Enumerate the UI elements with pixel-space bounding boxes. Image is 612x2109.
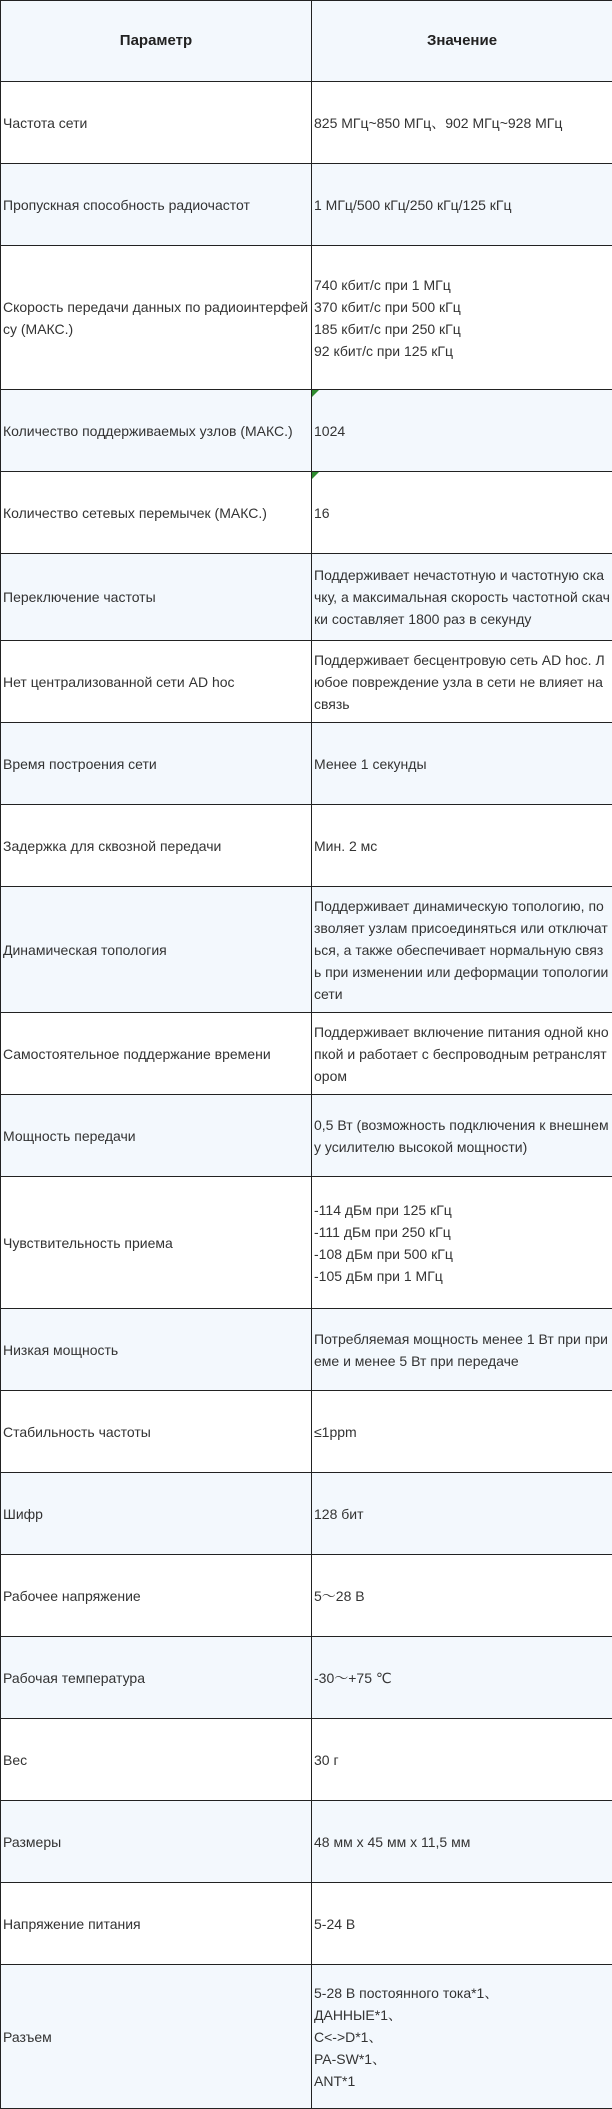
table-body [1, 82, 612, 2109]
table-row [1, 723, 612, 805]
value-line: 185 кбит/с при 250 кГц [314, 318, 610, 340]
value-line: -114 дБм при 125 кГц [314, 1199, 610, 1221]
param-cell: Время построения сети [1, 723, 312, 805]
param-cell: Задержка для сквозной передачи [1, 805, 312, 887]
value-cell [312, 1391, 612, 1473]
table-row [1, 1719, 612, 1801]
table-row [1, 805, 612, 887]
param-cell: Рабочее напряжение [1, 1555, 312, 1637]
table-header [1, 1, 612, 82]
table-row [1, 1177, 612, 1309]
value-cell [312, 554, 612, 641]
value-cell [312, 246, 612, 390]
param-cell: Размеры [1, 1801, 312, 1883]
value-line: PA-SW*1、 [314, 2048, 610, 2070]
value-line: 48 мм x 45 мм x 11,5 мм [314, 1831, 610, 1853]
param-cell: Стабильность частоты [1, 1391, 312, 1473]
param-cell: Шифр [1, 1473, 312, 1555]
value-line: 5-24 В [314, 1913, 610, 1935]
value-line: 5～28 В [314, 1585, 610, 1607]
table-row [1, 554, 612, 641]
table-row [1, 1801, 612, 1883]
value-line: 16 [314, 502, 610, 524]
table-row [1, 1309, 612, 1391]
param-cell: Динамическая топология [1, 887, 312, 1013]
table-row [1, 1473, 612, 1555]
value-line: 370 кбит/с при 500 кГц [314, 296, 610, 318]
value-line: 92 кбит/с при 125 кГц [314, 340, 610, 362]
value-cell [312, 1883, 612, 1965]
table-row [1, 1095, 612, 1177]
value-line: ≤1ppm [314, 1421, 610, 1443]
value-cell [312, 1637, 612, 1719]
table-row [1, 1555, 612, 1637]
value-line: Менее 1 секунды [314, 753, 610, 775]
value-line: -111 дБм при 250 кГц [314, 1221, 610, 1243]
value-cell [312, 164, 612, 246]
table-row [1, 1883, 612, 1965]
param-cell: Скорость передачи данных по радиоинтерфейсу (МАКС.) [1, 246, 312, 390]
header-value: Значение [312, 1, 612, 82]
header-parameter: Параметр [1, 1, 312, 82]
value-line: -108 дБм при 500 кГц [314, 1243, 610, 1265]
value-line: ДАННЫЕ*1、 [314, 2004, 610, 2026]
value-cell [312, 390, 612, 472]
value-cell [312, 1095, 612, 1177]
table-row [1, 641, 612, 723]
value-line: Поддерживает динамическую топологию, позволяет узлам присоединяться или отключаться, а также обеспечивает нормальную связь при изменении или деформации топологии сети [314, 895, 610, 1005]
param-cell: Чувствительность приема [1, 1177, 312, 1309]
value-cell [312, 887, 612, 1013]
value-cell [312, 805, 612, 887]
value-line: Мин. 2 мс [314, 835, 610, 857]
table-row [1, 887, 612, 1013]
value-cell [312, 1555, 612, 1637]
value-cell [312, 1309, 612, 1391]
table-row [1, 390, 612, 472]
value-line: 740 кбит/с при 1 МГц [314, 274, 610, 296]
param-cell: Нет централизованной сети AD hoc [1, 641, 312, 723]
value-line: Поддерживает нечастотную и частотную скачку, а максимальная скорость частотной скачки составляет 1800 раз в секунду [314, 564, 610, 630]
param-cell: Разъем [1, 1965, 312, 2109]
param-cell: Вес [1, 1719, 312, 1801]
value-cell [312, 472, 612, 554]
value-line: ANT*1 [314, 2070, 610, 2092]
param-cell: Мощность передачи [1, 1095, 312, 1177]
param-cell: Количество поддерживаемых узлов (МАКС.) [1, 390, 312, 472]
value-cell [312, 1801, 612, 1883]
param-cell: Количество сетевых перемычек (МАКС.) [1, 472, 312, 554]
value-line: 825 МГц~850 МГц、902 МГц~928 МГц [314, 112, 610, 134]
value-line: Поддерживает бесцентровую сеть AD hoc. Любое повреждение узла в сети не влияет на связь [314, 649, 610, 715]
value-line: 0,5 Вт (возможность подключения к внешнему усилителю высокой мощности) [314, 1114, 610, 1158]
header-row [1, 1, 612, 82]
value-line: 1 МГц/500 кГц/250 кГц/125 кГц [314, 194, 610, 216]
value-cell [312, 1177, 612, 1309]
value-line: C<->D*1、 [314, 2026, 610, 2048]
table-row [1, 1391, 612, 1473]
param-cell: Переключение частоты [1, 554, 312, 641]
value-cell [312, 1473, 612, 1555]
value-line: 5-28 В постоянного тока*1、 [314, 1982, 610, 2004]
value-line: -105 дБм при 1 МГц [314, 1265, 610, 1287]
value-line: 1024 [314, 420, 610, 442]
param-cell: Напряжение питания [1, 1883, 312, 1965]
value-cell [312, 1013, 612, 1095]
value-line: 30 г [314, 1749, 610, 1771]
value-cell [312, 723, 612, 805]
table-row [1, 164, 612, 246]
value-cell [312, 641, 612, 723]
table-row [1, 472, 612, 554]
table-row [1, 246, 612, 390]
param-cell: Частота сети [1, 82, 312, 164]
table-row [1, 82, 612, 164]
value-cell [312, 82, 612, 164]
value-line: Потребляемая мощность менее 1 Вт при приеме и менее 5 Вт при передаче [314, 1328, 610, 1372]
param-cell: Пропускная способность радиочастот [1, 164, 312, 246]
param-cell: Самостоятельное поддержание времени [1, 1013, 312, 1095]
value-line: -30～+75 ℃ [314, 1667, 610, 1689]
value-line: Поддерживает включение питания одной кнопкой и работает с беспроводным ретранслятором [314, 1021, 610, 1087]
value-line: 128 бит [314, 1503, 610, 1525]
table-row [1, 1013, 612, 1095]
table-row [1, 1637, 612, 1719]
param-cell: Низкая мощность [1, 1309, 312, 1391]
value-cell [312, 1719, 612, 1801]
param-cell: Рабочая температура [1, 1637, 312, 1719]
